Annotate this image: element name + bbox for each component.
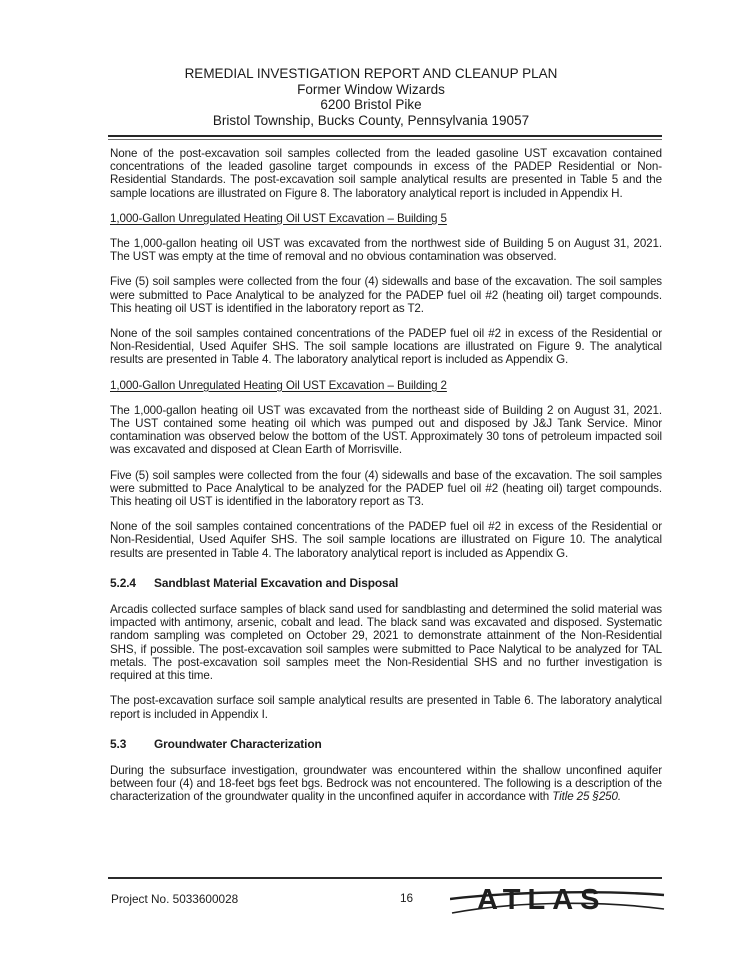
paragraph-b5-samples: Five (5) soil samples were collected from the four (4) sidewalls and base of the excavation. The soil samples were submitted to Pace Analytical to be analyzed for the PADEP fuel oil #2 (heating oil) target compounds. This heating oil UST is identified in the laboratory report as T2. (110, 275, 662, 315)
paragraph-groundwater-text: During the subsurface investigation, groundwater was encountered within the shallow unconfined aquifer between four (4) and 18-feet bgs feet bgs. Bedrock was not encountered. The following is a description of the characterization of the groundwater quality in the unconfined aquifer in accordance with (110, 763, 662, 804)
report-city-line: Bristol Township, Bucks County, Pennsylvania 19057 (212, 112, 530, 128)
paragraph-groundwater (110, 764, 662, 804)
paragraph-groundwater-citation: Title 25 §250. (552, 790, 622, 804)
project-number: Project No. 5033600028 (111, 892, 239, 906)
section-heading-53 (110, 738, 662, 751)
paragraph-gasoline-results: None of the post-excavation soil samples collected from the leaded gasoline UST excavation contained concentrations of the leaded gasoline target compounds in excess of the PADEP Residential or Non-Residential Standards. The post-excavation soil sample analytical results are presented in Table 5 and the sample locations are illustrated on Figure 8. The laboratory analytical report is included in Appendix H. (110, 147, 662, 200)
report-title: REMEDIAL INVESTIGATION REPORT AND CLEANUP PLAN (184, 66, 558, 81)
paragraph-sandblast-2: The post-excavation surface soil sample analytical results are presented in Table 6. The laboratory analytical report is included in Appendix I. (110, 694, 662, 721)
section-number: 5.2.4 (110, 575, 136, 590)
paragraph-b2-samples: Five (5) soil samples were collected from the four (4) sidewalls and base of the excavation. The soil samples were submitted to Pace Analytical to be analyzed for the PADEP fuel oil #2 (heating oil) target compounds. This heating oil UST is identified in the laboratory report as T3. (110, 468, 662, 509)
paragraph-b2-excavated: The 1,000-gallon heating oil UST was excavated from the northeast side of Building 2 on August 31, 2021. The UST contained some heating oil which was pumped out and disposed by J&J Tank Service. Minor contamination was observed below the bottom of the UST. Approximately 30 tons of petroleum impacted soil was excavated and disposed at Clean Earth of Morrisville. (110, 403, 662, 457)
section-title: Groundwater Characterization (154, 736, 322, 751)
paragraph-b5-results: None of the soil samples contained concentrations of the PADEP fuel oil #2 in excess of the Residential or Non-Residential, Used Aquifer SHS. The soil sample locations are illustrated on Figure 9. The analytical results are presented in Table 4. The laboratory analytical report is included as Appendix G. (110, 327, 662, 367)
report-address: 6200 Bristol Pike (320, 97, 422, 112)
report-body (110, 147, 662, 816)
section-heading-524 (110, 577, 662, 590)
report-site-name: Former Window Wizards (297, 81, 445, 97)
section-number: 5.3 (110, 736, 127, 751)
paragraph-b2-results: None of the soil samples contained concentrations of the PADEP fuel oil #2 in excess of the Residential or Non-Residential, Used Aquifer SHS. The soil sample locations are illustrated on Figure 10. The analytical results are presented in Table 4. The laboratory analytical report is included as Appendix G. (110, 520, 662, 560)
paragraph-sandblast-1: Arcadis collected surface samples of black sand used for sandblasting and determined the solid material was impacted with antimony, arsenic, cobalt and lead. The black sand was excavated and disposed. Systematic random sampling was completed on October 29, 2021 to demonstrate attainment of the Non-Residential SHS, if possible. The post-excavation soil samples were submitted to Pace Nalytical to be analyzed for TAL metals. The post-excavation soil samples meet the Non-Residential SHS and no further investigation is required at this time. (110, 603, 662, 683)
subsection-heading-building5: 1,000-Gallon Unregulated Heating Oil UST Excavation – Building 5 (110, 211, 447, 225)
footer-divider (108, 877, 662, 879)
page-number: 16 (400, 891, 414, 905)
subsection-heading-building2: 1,000-Gallon Unregulated Heating Oil UST Excavation – Building 2 (110, 378, 447, 392)
page-footer (108, 877, 662, 937)
header-divider (108, 135, 662, 140)
paragraph-b5-excavated: The 1,000-gallon heating oil UST was excavated from the northwest side of Building 5 on August 31, 2021. The UST was empty at the time of removal and no obvious contamination was observed. (110, 237, 662, 264)
report-header (0, 0, 742, 128)
section-title: Sandblast Material Excavation and Disposal (154, 575, 399, 590)
atlas-logo (450, 880, 665, 920)
atlas-logo-text: ATLAS (477, 884, 607, 916)
